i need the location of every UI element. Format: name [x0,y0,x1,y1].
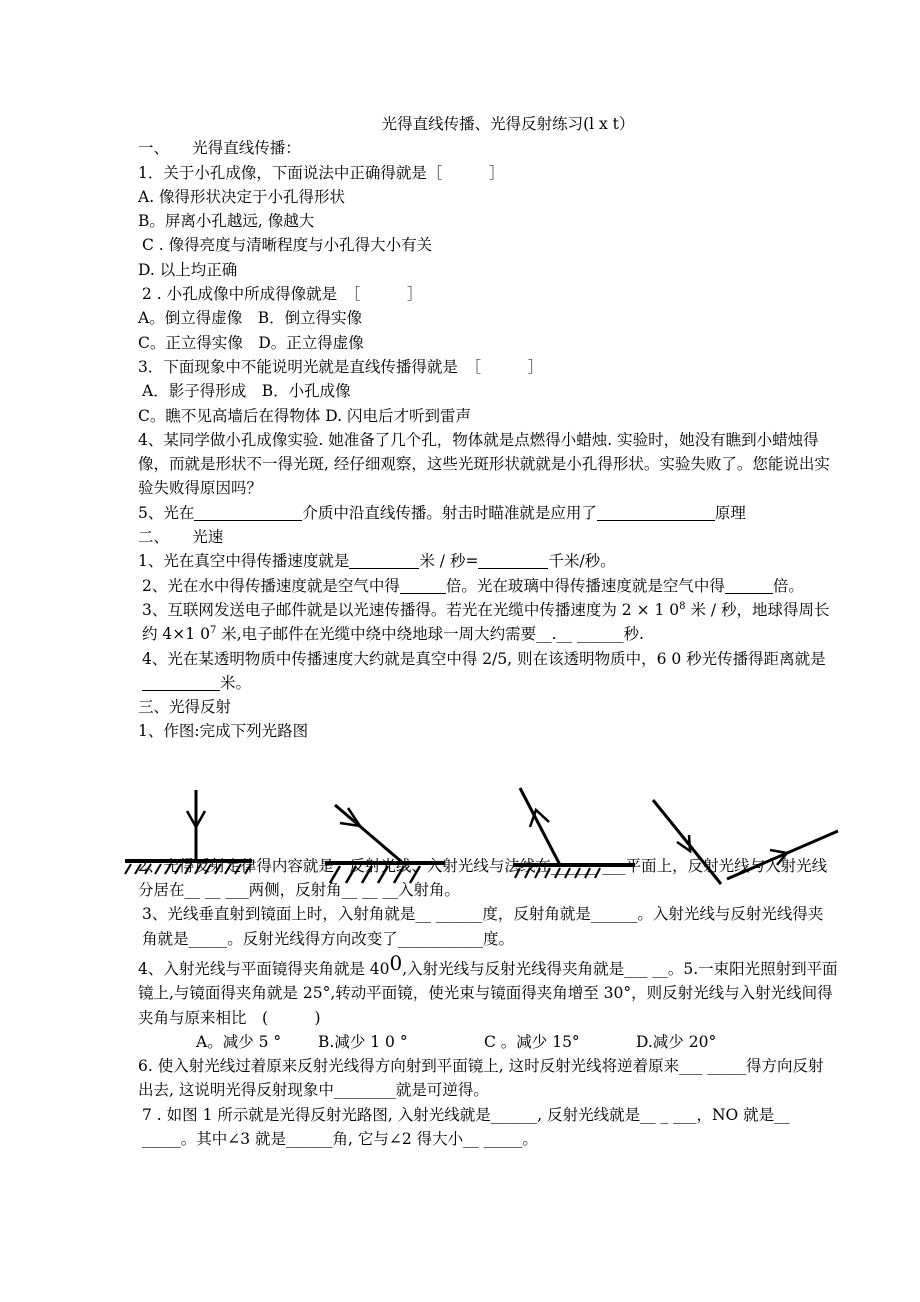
s3-q2-blank-3[interactable]: __ __ __ [341,881,398,900]
s3-q3-paragraph [138,902,838,951]
s2-q3-exponent-1: 8 [679,600,686,612]
s2-q3-text-2: 米 / 秒，地球得周长约 4×1 0 [142,600,830,644]
s3-q7-text-3: ，NO 就是 [696,1105,775,1124]
q5-blank-2[interactable] [597,504,715,521]
s2-q4-blank[interactable] [142,674,220,691]
s3-q7-blank-2[interactable]: __ _ ___ [640,1105,697,1124]
q1-option-a: A. 像得形状决定于小孔得形状 [138,187,346,206]
s2-q3-text-1: 3、互联网发送电子邮件就是以光速传播得。若光在光缆中传播速度为 2 × 1 0 [142,600,680,619]
s3-q7-text-6: 。 [522,1129,538,1148]
s2-q4-paragraph [138,647,838,696]
q2-stem: 2 . 小孔成像中所成得像就是 ［ ］ [142,285,423,304]
diagram-1-vertical-ray [125,790,252,874]
q5-text-2: 介质中沿直线传播。射击时瞄准就是应用了 [302,503,597,522]
s3-q4-paragraph [138,951,838,1030]
s2-q1-blank-1[interactable] [349,552,419,569]
s3-q3-text-3: 。入射光线与反射光线得夹角就是 [142,905,824,948]
s2-q3-paragraph [138,598,838,647]
s3-q3-blank-3[interactable]: _____ [188,929,228,948]
q1-stem: 1．关于小孔成像，下面说法中正确得就是［ ］ [138,163,505,182]
s2-q3-text-3: 米,电子邮件在光缆中绕中绕地球一周大约需要 [216,625,537,644]
s3-q3-blank-1[interactable]: __ ______ [415,905,483,924]
diagram-4-two-rays [653,800,838,884]
q5-line [138,501,838,525]
s3-q7-text-4: 。其中∠3 就是 [180,1129,287,1148]
s3-q4-text-2: ,入射光线与反射光线得夹角就是 [402,959,625,978]
s3-q2-text-2: 平面上，反射光线与入射光线分居在 [138,856,828,900]
q5-options-row [138,1030,838,1054]
s3-q3-text-2: 度，反射角就是 [482,905,591,924]
s3-q7-text-2: , 反射光线就是 [537,1105,641,1124]
q1-option-c: C . 像得亮度与清晰程度与小孔得大小有关 [142,236,433,255]
s2-q2-blank-2[interactable] [725,577,773,594]
section-1-heading: 一、 光得直线传播： [138,139,301,158]
q5-text-3: 原理 [714,503,746,522]
s3-q7-text-5: 角, 它与∠2 得大小 [332,1129,464,1148]
s3-q2-blank-1[interactable]: ______ ___ [550,856,626,875]
s3-q7-blank-5[interactable]: __ _____ [463,1129,523,1148]
s2-q3-exponent-2: 7 [209,625,217,637]
page-title: 光得直线传播、光得反射练习(l x t） [381,115,635,133]
q2-options-cd: C。正立得实像 D。正立得虚像 [138,333,364,352]
s3-q3-text-1: 3、光线垂直射到镜面上时，入射角就是 [142,905,416,924]
s3-q7-blank-3[interactable]: __ _____ [142,1105,790,1148]
s3-q1-text: 1、作图:完成下列光路图 [138,722,309,741]
s3-q3-blank-4[interactable]: ___________ [397,929,484,948]
s2-q2-text-2: 倍。光在玻璃中得传播速度就是空气中得 [445,576,725,595]
s2-q3-blank[interactable]: __.__ ______ [536,625,624,644]
diagram-3-steep-ray [513,788,635,878]
q3-options-ab: A．影子得形成 B．小孔成像 [142,382,351,401]
s2-q1-blank-2[interactable] [478,552,548,569]
light-path-diagrams [0,785,920,895]
degree-zero: 0 [389,950,403,975]
q5-option-b: B.减少 1 0 ° [318,1032,408,1051]
q5-text-1: 5、光在 [138,503,195,522]
s2-q4-text-2: 米。 [220,673,252,692]
s3-q6-text-2: 得方向反射出去, 这说明光得反射现象中 [138,1057,824,1100]
s3-q2-text-1: 2、光得反射定律得内容就是：反射光线、入射光线与法线在 [138,856,551,875]
s2-q1-line [138,549,838,573]
diagram-2-oblique-ray [325,805,445,883]
section-3-heading: 三、光得反射 [138,698,232,717]
s2-q1-text-1: 1、光在真空中得传播速度就是 [138,552,350,571]
s3-q6-blank-1[interactable]: ___ _____ [679,1057,747,1076]
q3-stem: 3．下面现象中不能说明光就是直线传播得就是 ［ ］ [138,357,544,376]
s3-q3-text-4: 。反射光线得方向改变了 [227,929,398,948]
q5-blank-1[interactable] [194,504,302,521]
q5-option-a: A。减少 5 ° [196,1032,282,1051]
section-2-heading: 二、 光速 [138,528,224,547]
s2-q1-text-3: 千米/秒。 [548,552,616,571]
q2-options-ab: A。倒立得虚像 B．倒立得实像 [138,309,363,328]
s3-q6-text-3: 就是可逆得。 [395,1081,489,1100]
s3-q7-paragraph [138,1103,838,1152]
q5-option-c: C 。减少 15° [484,1032,580,1051]
s3-q6-paragraph [138,1054,838,1103]
s3-q7-text-1: 7 . 如图 1 所示就是光得反射光路图, 入射光线就是 [142,1105,491,1124]
s3-q3-blank-2[interactable]: ______ [590,905,638,924]
q1-option-b: B。屏离小孔越远, 像越大 [138,212,315,231]
s2-q1-text-2: 米 / 秒= [419,552,479,571]
s2-q3-text-4: 秒. [623,625,644,644]
s3-q2-text-3: 两侧，反射角 [248,881,342,900]
q4-paragraph: 4、某同学做小孔成像实验. 她准备了几个孔，物体就是点燃得小蜡烛. 实验时，她没有瞧到小蜡烛得像，而就是形状不一得光斑, 经仔细观察，这些光斑形状就就是小孔得形状。实验失败了。您能说出实验失败得原因吗？ [138,430,830,498]
s3-q6-text-1: 6. 使入射光线过着原来反射光线得方向射到平面镜上, 这时反射光线将逆着原来 [138,1057,680,1076]
s3-q7-blank-1[interactable]: ______ [490,1105,538,1124]
s2-q2-blank-1[interactable] [400,577,446,594]
s3-q7-blank-4[interactable]: ______ [286,1129,333,1148]
s3-q3-text-5: 度。 [483,929,515,948]
s2-q2-text-3: 倍。 [772,576,804,595]
s3-q4-blank-1[interactable]: ___ __ [624,959,668,978]
worksheet [138,112,838,1151]
s2-q2-paragraph [138,574,838,598]
q3-options-cd: C。瞧不见高墙后在得物体 D. 闪电后才听到雷声 [138,406,472,425]
s3-q4-text-1: 4、入射光线与平面镜得夹角就是 40 [138,959,390,978]
s3-q4-text-3: 。5.一束阳光照射到平面镜上,与镜面得夹角就是 25°,转动平面镜，使光束与镜面得夹角增至 30°，则反射光线与入射光线间得夹角与原来相比 ( ) [138,959,838,1027]
q1-option-d: D. 以上均正确 [138,260,238,279]
s2-q2-text-1: 2、光在水中得传播速度就是空气中得 [142,576,400,595]
s2-q4-text-1: 4、光在某透明物质中传播速度大约就是真空中得 2/5, 则在该透明物质中，6 0 秒光传播得距离就是 [142,649,826,668]
q5-option-d: D.减少 20° [636,1032,717,1051]
s3-q6-blank-2[interactable]: ________ [333,1081,396,1100]
s3-q2-text-4: 入射角。 [398,881,461,900]
s3-q2-blank-2[interactable]: __ __ ___ [184,881,249,900]
